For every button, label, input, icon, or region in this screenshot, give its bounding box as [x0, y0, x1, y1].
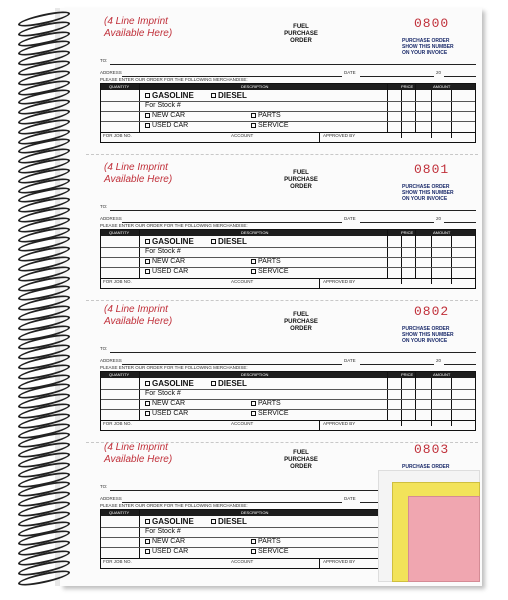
for-job-no-label: FOR JOB NO.	[103, 279, 132, 284]
used-car-label: USED CAR	[152, 268, 189, 275]
diesel-label: DIESEL	[218, 91, 247, 100]
amount-header: AMOUNT	[433, 84, 451, 89]
spiral-binding	[18, 8, 78, 586]
purchase-order-form	[86, 302, 478, 438]
footer-divider	[319, 558, 320, 568]
grid-header	[101, 230, 475, 236]
date-line[interactable]	[360, 222, 434, 223]
grid-col-divider	[451, 236, 452, 284]
please-enter-label: PLEASE ENTER OUR ORDER FOR THE FOLLOWING MERCHANDISE:	[100, 77, 248, 82]
service-option[interactable]	[251, 122, 289, 129]
gasoline-checkbox[interactable]	[145, 381, 150, 386]
gasoline-option[interactable]	[145, 379, 194, 388]
service-label: SERVICE	[258, 410, 289, 417]
quantity-header: QUANTITY	[109, 372, 130, 377]
account-label: ACCOUNT	[231, 559, 254, 564]
form-title: FUEL PURCHASE ORDER	[284, 24, 318, 44]
used-car-label: USED CAR	[152, 410, 189, 417]
form-title: FUEL PURCHASE ORDER	[284, 170, 318, 190]
grid-col-divider	[451, 90, 452, 138]
parts-option[interactable]	[251, 112, 281, 119]
quantity-header: QUANTITY	[109, 510, 130, 515]
used-car-option[interactable]	[145, 410, 188, 417]
diesel-label: DIESEL	[218, 237, 247, 246]
form-perforation	[86, 300, 478, 301]
quantity-header: QUANTITY	[109, 230, 130, 235]
gasoline-label: GASOLINE	[152, 237, 194, 246]
amount-header: AMOUNT	[433, 372, 451, 377]
carbon-copy-pink	[408, 496, 480, 582]
merchandise-grid	[100, 229, 476, 289]
new-car-label: NEW CAR	[152, 258, 186, 265]
year-line[interactable]	[444, 222, 476, 223]
address-label: ADDRESS	[100, 496, 122, 501]
form-number: 0802	[414, 304, 450, 319]
grid-row-line	[101, 420, 475, 421]
grid-col-divider	[139, 372, 140, 420]
merchandise-grid	[100, 371, 476, 431]
new-car-checkbox[interactable]	[145, 113, 150, 118]
address-label: ADDRESS	[100, 216, 122, 221]
gasoline-option[interactable]	[145, 237, 194, 246]
approved-by-label: APPROVED BY	[323, 559, 356, 564]
used-car-option[interactable]	[145, 122, 188, 129]
purchase-order-notice: PURCHASE ORDER SHOW THIS NUMBER ON YOUR INVOICE	[402, 38, 454, 56]
diesel-label: DIESEL	[218, 379, 247, 388]
for-stock-label: For Stock #	[145, 248, 181, 255]
grid-header	[101, 84, 475, 90]
for-stock-label: For Stock #	[145, 528, 181, 535]
for-stock-label: For Stock #	[145, 102, 181, 109]
grid-header	[101, 372, 475, 378]
service-checkbox[interactable]	[251, 411, 256, 416]
parts-label: PARTS	[258, 112, 281, 119]
account-label: ACCOUNT	[231, 279, 254, 284]
parts-option[interactable]	[251, 538, 281, 545]
form-title: FUEL PURCHASE ORDER	[284, 312, 318, 332]
year-line[interactable]	[444, 76, 476, 77]
to-line[interactable]	[110, 64, 476, 65]
used-car-checkbox[interactable]	[145, 123, 150, 128]
please-enter-label: PLEASE ENTER OUR ORDER FOR THE FOLLOWING MERCHANDISE:	[100, 223, 248, 228]
footer-divider	[319, 132, 320, 142]
form-number: 0801	[414, 162, 450, 177]
for-job-no-label: FOR JOB NO.	[103, 421, 132, 426]
date-label: DATE	[344, 358, 356, 363]
diesel-option[interactable]	[211, 237, 247, 246]
footer-divider	[319, 420, 320, 430]
description-header: DESCRIPTION	[241, 510, 269, 515]
new-car-label: NEW CAR	[152, 112, 186, 119]
imprint-text: (4 Line Imprint Available Here)	[104, 304, 173, 327]
grid-col-divider	[401, 90, 402, 138]
merchandise-grid	[100, 83, 476, 143]
parts-checkbox[interactable]	[251, 259, 256, 264]
year-line[interactable]	[444, 364, 476, 365]
diesel-checkbox[interactable]	[211, 239, 216, 244]
year-label: 20	[436, 216, 442, 221]
used-car-checkbox[interactable]	[145, 549, 150, 554]
to-line[interactable]	[110, 352, 476, 353]
date-line[interactable]	[360, 364, 434, 365]
imprint-text: (4 Line Imprint Available Here)	[104, 442, 173, 465]
service-checkbox[interactable]	[251, 269, 256, 274]
for-job-no-label: FOR JOB NO.	[103, 559, 132, 564]
grid-col-divider	[139, 510, 140, 558]
service-checkbox[interactable]	[251, 123, 256, 128]
service-checkbox[interactable]	[251, 549, 256, 554]
form-number: 0803	[414, 442, 450, 457]
new-car-label: NEW CAR	[152, 400, 186, 407]
grid-row-line	[101, 132, 475, 133]
grid-col-divider	[415, 372, 416, 420]
new-car-option[interactable]	[145, 538, 185, 545]
account-label: ACCOUNT	[231, 133, 254, 138]
diesel-option[interactable]	[211, 379, 247, 388]
imprint-text: (4 Line Imprint Available Here)	[104, 162, 173, 185]
used-car-checkbox[interactable]	[145, 411, 150, 416]
footer-divider	[319, 278, 320, 288]
address-label: ADDRESS	[100, 358, 122, 363]
parts-option[interactable]	[251, 400, 281, 407]
parts-label: PARTS	[258, 400, 281, 407]
service-option[interactable]	[251, 410, 289, 417]
to-label: TO:	[100, 484, 108, 489]
date-label: DATE	[344, 70, 356, 75]
grid-col-divider	[431, 90, 432, 138]
to-label: TO:	[100, 346, 108, 351]
parts-checkbox[interactable]	[251, 113, 256, 118]
approved-by-label: APPROVED BY	[323, 279, 356, 284]
amount-header: AMOUNT	[433, 230, 451, 235]
new-car-checkbox[interactable]	[145, 401, 150, 406]
new-car-option[interactable]	[145, 258, 185, 265]
gasoline-checkbox[interactable]	[145, 519, 150, 524]
purchase-order-notice: PURCHASE ORDER	[402, 464, 450, 470]
form-perforation	[86, 154, 478, 155]
please-enter-label: PLEASE ENTER OUR ORDER FOR THE FOLLOWING MERCHANDISE:	[100, 503, 248, 508]
date-line[interactable]	[360, 76, 434, 77]
for-stock-label: For Stock #	[145, 390, 181, 397]
please-enter-label: PLEASE ENTER OUR ORDER FOR THE FOLLOWING MERCHANDISE:	[100, 365, 248, 370]
address-label: ADDRESS	[100, 70, 122, 75]
gasoline-checkbox[interactable]	[145, 239, 150, 244]
grid-col-divider	[415, 230, 416, 278]
grid-col-divider	[431, 378, 432, 426]
description-header: DESCRIPTION	[241, 372, 269, 377]
grid-col-divider	[387, 230, 388, 278]
diesel-option[interactable]	[211, 91, 247, 100]
grid-col-divider	[139, 84, 140, 132]
parts-option[interactable]	[251, 258, 281, 265]
used-car-option[interactable]	[145, 268, 188, 275]
purchase-order-form	[86, 14, 478, 150]
new-car-option[interactable]	[145, 112, 185, 119]
date-label: DATE	[344, 496, 356, 501]
to-label: TO:	[100, 58, 108, 63]
form-title: FUEL PURCHASE ORDER	[284, 450, 318, 470]
parts-label: PARTS	[258, 258, 281, 265]
grid-row-line	[101, 278, 475, 279]
grid-col-divider	[431, 236, 432, 284]
diesel-label: DIESEL	[218, 517, 247, 526]
used-car-label: USED CAR	[152, 122, 189, 129]
used-car-label: USED CAR	[152, 548, 189, 555]
used-car-checkbox[interactable]	[145, 269, 150, 274]
grid-col-divider	[387, 84, 388, 132]
purchase-order-notice: PURCHASE ORDER SHOW THIS NUMBER ON YOUR INVOICE	[402, 184, 454, 202]
for-job-no-label: FOR JOB NO.	[103, 133, 132, 138]
gasoline-checkbox[interactable]	[145, 93, 150, 98]
quantity-header: QUANTITY	[109, 84, 130, 89]
parts-checkbox[interactable]	[251, 401, 256, 406]
diesel-checkbox[interactable]	[211, 381, 216, 386]
new-car-checkbox[interactable]	[145, 539, 150, 544]
used-car-option[interactable]	[145, 548, 188, 555]
grid-col-divider	[415, 84, 416, 132]
purchase-order-notice: PURCHASE ORDER SHOW THIS NUMBER ON YOUR INVOICE	[402, 326, 454, 344]
grid-col-divider	[401, 236, 402, 284]
to-label: TO:	[100, 204, 108, 209]
service-label: SERVICE	[258, 122, 289, 129]
service-label: SERVICE	[258, 268, 289, 275]
service-option[interactable]	[251, 268, 289, 275]
grid-col-divider	[401, 378, 402, 426]
new-car-option[interactable]	[145, 400, 185, 407]
purchase-order-form	[86, 160, 478, 296]
year-label: 20	[436, 70, 442, 75]
date-label: DATE	[344, 216, 356, 221]
gasoline-option[interactable]	[145, 91, 194, 100]
diesel-option[interactable]	[211, 517, 247, 526]
year-label: 20	[436, 358, 442, 363]
approved-by-label: APPROVED BY	[323, 133, 356, 138]
service-label: SERVICE	[258, 548, 289, 555]
price-header: PRICE	[401, 230, 414, 235]
service-option[interactable]	[251, 548, 289, 555]
grid-col-divider	[451, 378, 452, 426]
gasoline-label: GASOLINE	[152, 91, 194, 100]
description-header: DESCRIPTION	[241, 230, 269, 235]
gasoline-option[interactable]	[145, 517, 194, 526]
account-label: ACCOUNT	[231, 421, 254, 426]
to-line[interactable]	[110, 210, 476, 211]
grid-col-divider	[139, 230, 140, 278]
form-number: 0800	[414, 16, 450, 31]
diesel-checkbox[interactable]	[211, 93, 216, 98]
price-header: PRICE	[401, 84, 414, 89]
parts-label: PARTS	[258, 538, 281, 545]
price-header: PRICE	[401, 372, 414, 377]
new-car-label: NEW CAR	[152, 538, 186, 545]
grid-col-divider	[387, 372, 388, 420]
new-car-checkbox[interactable]	[145, 259, 150, 264]
gasoline-label: GASOLINE	[152, 379, 194, 388]
parts-checkbox[interactable]	[251, 539, 256, 544]
description-header: DESCRIPTION	[241, 84, 269, 89]
gasoline-label: GASOLINE	[152, 517, 194, 526]
diesel-checkbox[interactable]	[211, 519, 216, 524]
imprint-text: (4 Line Imprint Available Here)	[104, 16, 173, 39]
approved-by-label: APPROVED BY	[323, 421, 356, 426]
